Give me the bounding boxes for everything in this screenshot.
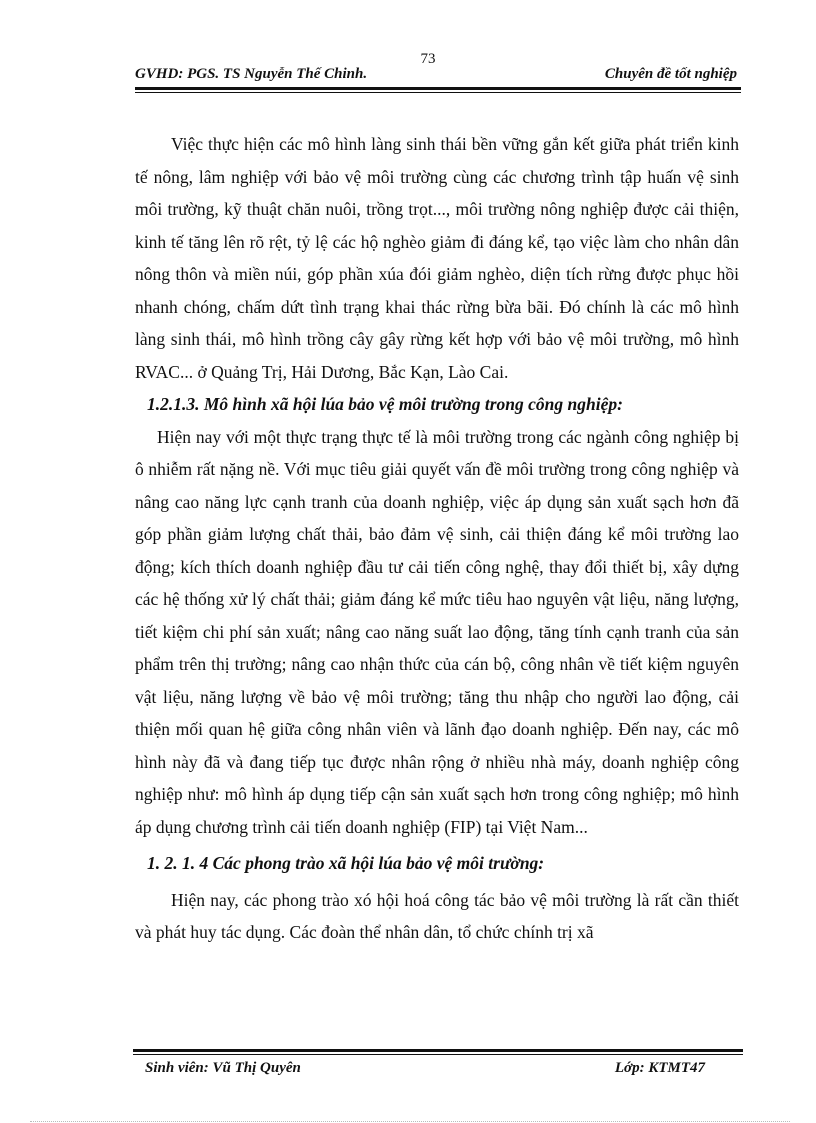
footer-rule xyxy=(133,1049,743,1055)
paragraph-social-movements: Hiện nay, các phong trào xó hội hoá công tác bảo vệ môi trường là rất cần thiết và phát huy tác dụng. Các đoàn thể nhân dân, tổ chức chính trị xã xyxy=(135,889,739,942)
header-rule xyxy=(135,87,741,93)
section-heading-1-2-1-3: 1.2.1.3. Mô hình xã hội lúa bảo vệ môi trường trong công nghiệp: xyxy=(147,394,623,414)
page-bottom-border xyxy=(30,1121,790,1122)
footer-class: Lớp: KTMT47 xyxy=(614,1060,705,1076)
header-doc-type: Chuyên đề tốt nghiệp xyxy=(604,66,737,82)
page-footer xyxy=(145,1060,705,1080)
paragraph-ecological-villages: Việc thực hiện các mô hình làng sinh thái bền vững gắn kết giữa phát triển kinh tế nông, lâm nghiệp với bảo vệ môi trường cùng các chương trình tập huấn vệ sinh môi trường, kỹ thuật chăn nuôi, trồng trọt..., môi trường nông nghiệp được cải thiện, kinh tế tăng lên rõ rệt, tỷ lệ các hộ nghèo giảm đi đáng kể, tạo việc làm cho nhân dân nông thôn và miền núi, góp phần xúa đói giảm nghèo, diện tích rừng được phục hồi nhanh chóng, chấm dứt tình trạng khai thác rừng bừa bãi. Đó chính là các mô hình làng sinh thái, mô hình trồng cây gây rừng kết hợp với bảo vệ môi trường, mô hình RVAC... ở Quảng Trị, Hải Dương, Bắc Kạn, Lào Cai. xyxy=(135,134,739,382)
header-advisor: GVHD: PGS. TS Nguyễn Thế Chinh. xyxy=(135,66,368,82)
footer-student: Sinh viên: Vũ Thị Quyên xyxy=(145,1060,301,1076)
section-heading-1-2-1-4: 1. 2. 1. 4 Các phong trào xã hội lúa bảo vệ môi trường: xyxy=(147,853,545,873)
page-header xyxy=(135,66,741,86)
paragraph-industrial-model: Hiện nay với một thực trạng thực tế là môi trường trong các ngành công nghiệp bị ô nhiễm rất nặng nề. Với mục tiêu giải quyết vấn đề môi trường trong công nghiệp và nâng cao năng lực cạnh tranh của doanh nghiệp, việc áp dụng sản xuất sạch hơn đã góp phần giảm lượng chất thải, bảo đảm vệ sinh, cải thiện đáng kể môi trường lao động; kích thích doanh nghiệp đầu tư cải tiến công nghệ, thay đổi thiết bị, xây dựng các hệ thống xử lý chất thải; giảm đáng kể mức tiêu hao nguyên vật liệu, năng lượng, tiết kiệm chi phí sản xuất; nâng cao năng suất lao động, tăng tính cạnh tranh của sản phẩm trên thị trường; nâng cao nhận thức của cán bộ, công nhân về tiết kiệm nguyên vật liệu, năng lượng về bảo vệ môi trường; tăng thu nhập cho người lao động, cải thiện mối quan hệ giữa công nhân viên và lãnh đạo doanh nghiệp. Đến nay, các mô hình này đã và đang tiếp tục được nhân rộng ở nhiều nhà máy, doanh nghiệp công nghiệp như: mô hình áp dụng tiếp cận sản xuất sạch hơn trong công nghiệp; mô hình áp dụng chương trình cải tiến doanh nghiệp (FIP) tại Việt Nam... xyxy=(135,426,739,837)
page-number: 73 xyxy=(420,51,436,67)
document-body xyxy=(135,128,739,949)
